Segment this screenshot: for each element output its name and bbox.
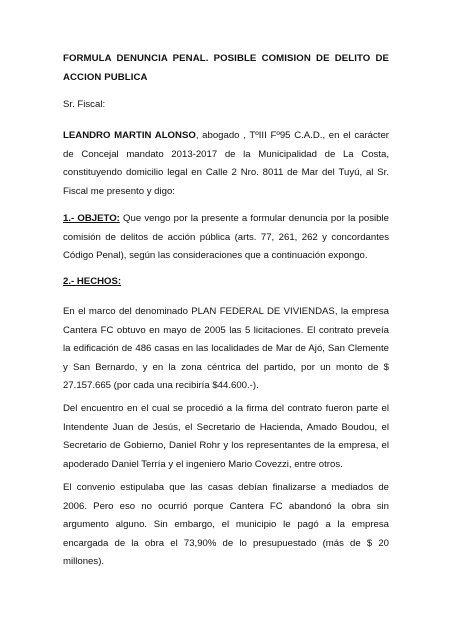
intro-text: , abogado , TºIII Fº95 C.A.D., en el carácter de Concejal mandato 2013-2017 de la Municipalidad de La Costa, constituyendo domicilio legal en Calle 2 Nro. 8011 de Mar del Tuyú, al Sr. Fiscal me presento y digo: — [63, 130, 389, 197]
hechos-label: 2.- HECHOS: — [63, 276, 122, 287]
salutation: Sr. Fiscal: — [63, 99, 106, 110]
complainant-name: LEANDRO MARTIN ALONSO — [63, 130, 196, 141]
document-title: FORMULA DENUNCIA PENAL. POSIBLE COMISION DE DELITO DE ACCION PUBLICA — [63, 53, 389, 83]
intro-paragraph — [63, 127, 389, 201]
hechos-heading — [63, 273, 389, 292]
hechos-paragraph-1: En el marco del denominado PLAN FEDERAL DE VIVIENDAS, la empresa Cantera FC obtuvo en mayo de 2005 las 5 licitaciones. El contrato preveía la edificación de 486 casas en las localidades de Mar de Ajó, San Clemente y San Bernardo, y en la zona céntrica del partido, por un monto de $ 27.157.665 (por cada una recibiría $44.600.-). — [63, 306, 389, 391]
objeto-text: Que vengo por la presente a formular denuncia por la posible comisión de delitos de acción pública (arts. 77, 261, 262 y concordantes Código Penal), según las consideraciones que a continuación expongo. — [63, 213, 389, 261]
objeto-paragraph — [63, 210, 389, 266]
objeto-label: 1.- OBJETO: — [63, 213, 120, 224]
hechos-paragraph-2: Del encuentro en el cual se procedió a la firma del contrato fueron parte el Intendente Juan de Jesús, el Secretario de Hacienda, Amado Boudou, el Secretario de Gobierno, Daniel Rohr y los representantes de la empresa, el apoderado Daniel Terría y el ingeniero Mario Covezzi, entre otros. — [63, 403, 389, 470]
hechos-paragraph-3: El convenio estipulaba que las casas debían finalizarse a mediados de 2006. Pero eso no ocurrió porque Cantera FC abandonó la obra sin argumento alguno. Sin embargo, el municipio le pagó a la empresa encargada de la obra el 73,90% de lo presupuestado (más de $ 20 millones). — [63, 482, 389, 567]
